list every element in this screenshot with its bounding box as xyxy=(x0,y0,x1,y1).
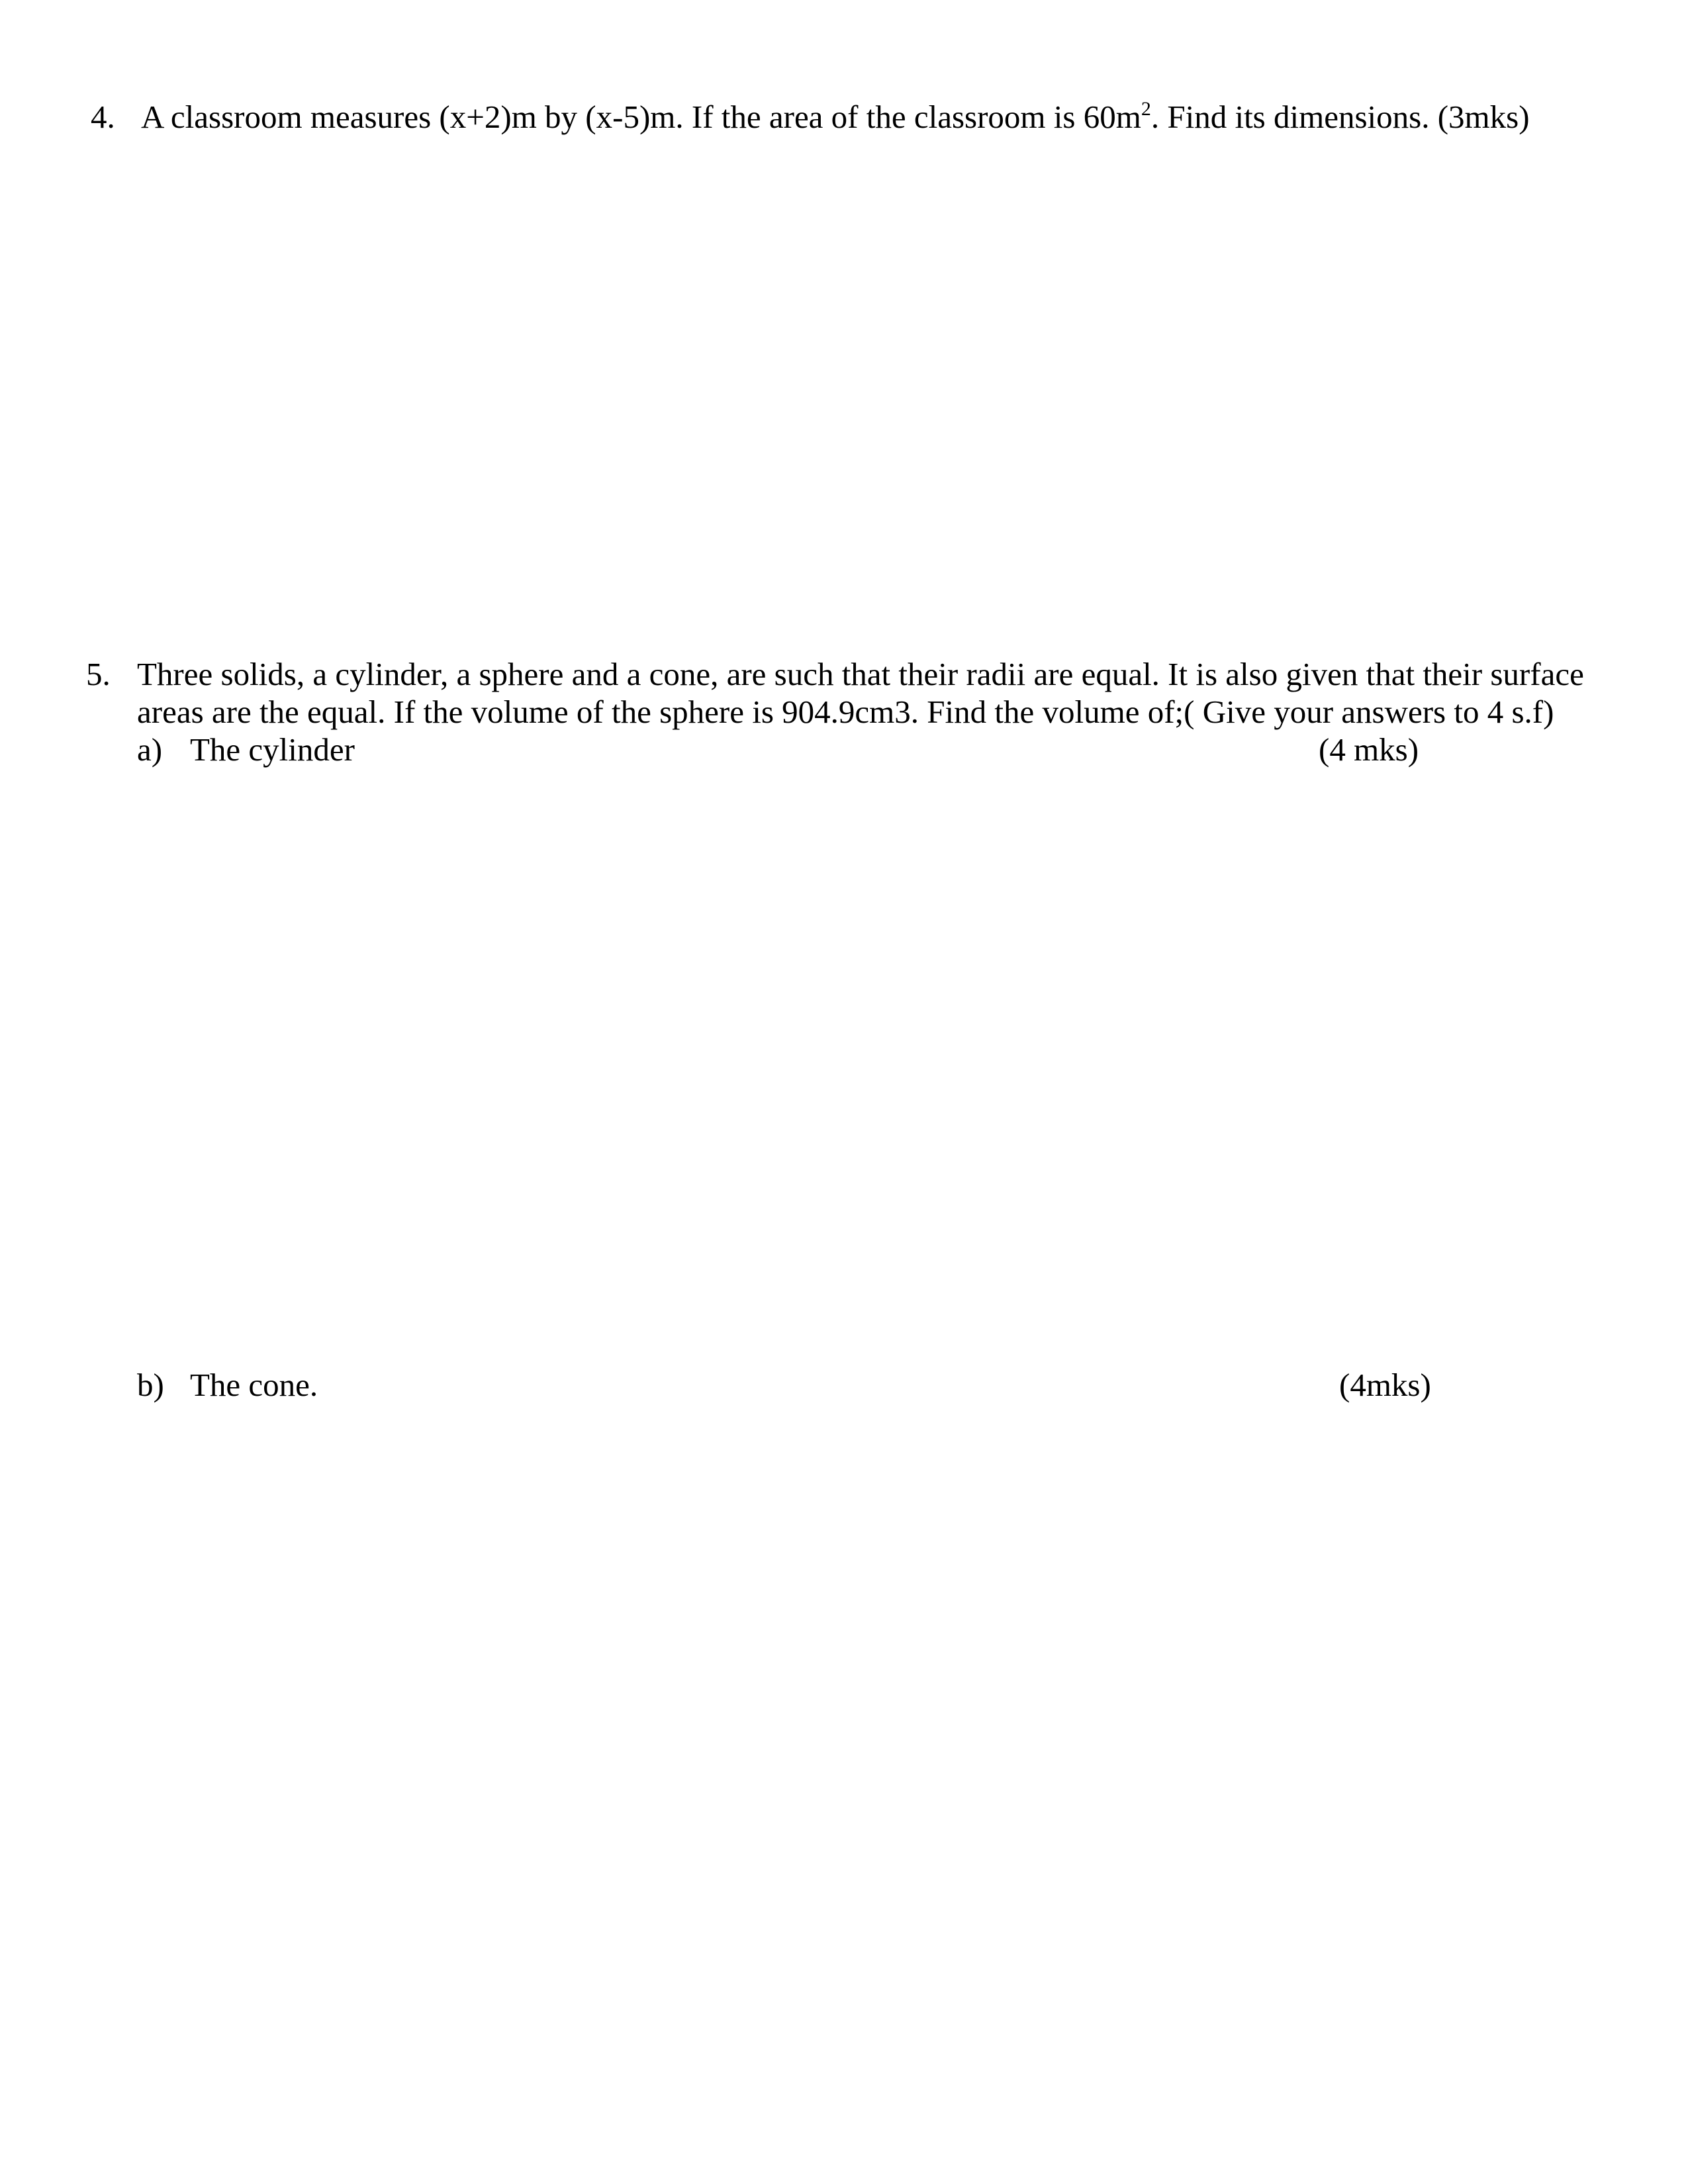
part-b-marker: b) xyxy=(137,1367,164,1403)
question-4-superscript: 2 xyxy=(1141,98,1151,120)
part-a-label: The cylinder xyxy=(190,731,355,768)
part-a-marker: a) xyxy=(137,731,163,768)
question-4-text-continued: . Find its dimensions. (3mks) xyxy=(1150,99,1530,135)
part-b-marks: (4mks) xyxy=(1339,1367,1431,1403)
question-5-line-2: areas are the equal. If the volume of the sphere is 904.9cm3. Find the volume of;( Give your answers to 4 s.f) xyxy=(137,694,1554,730)
question-5-part-a xyxy=(137,731,1584,768)
part-a-marks: (4 mks) xyxy=(1319,731,1419,768)
question-5-line-1: Three solids, a cylinder, a sphere and a cone, are such that their radii are equal. It is also given that their surface xyxy=(137,656,1584,692)
question-5-body xyxy=(137,655,1584,768)
question-5-part-b xyxy=(137,1366,1620,1404)
question-4-number: 4. xyxy=(91,99,115,135)
question-5-number: 5. xyxy=(86,656,111,692)
part-b-label: The cone. xyxy=(190,1367,318,1403)
question-5 xyxy=(86,655,1584,768)
question-4-text: A classroom measures (x+2)m by (x-5)m. If the area of the classroom is 60m xyxy=(141,99,1141,135)
question-4 xyxy=(91,97,1530,142)
